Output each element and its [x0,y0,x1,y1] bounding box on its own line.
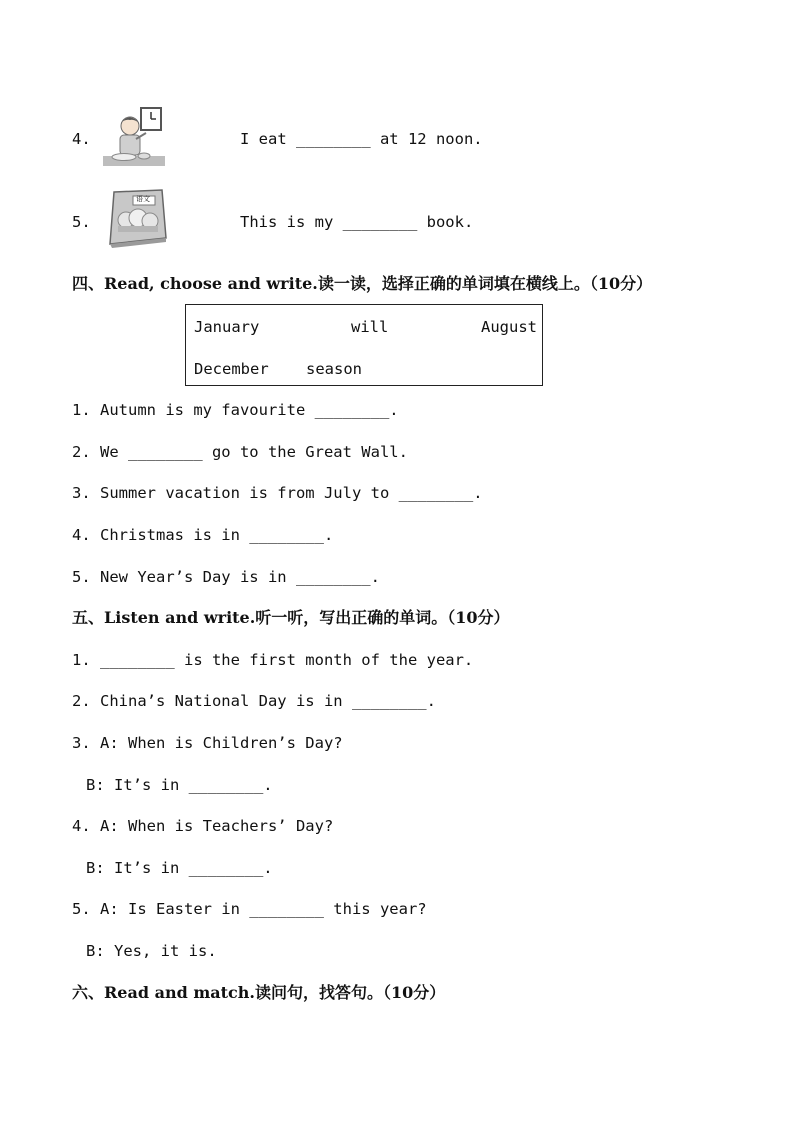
section-5-question: 2. China’s National Day is in ________. [72,692,436,710]
word-bank-will: will [351,318,389,336]
question-5-number: 5. [72,213,91,231]
chinese-book-picture [100,188,170,250]
section-4-question: 1. Autumn is my favourite ________. [72,401,399,419]
section-4-question: 4. Christmas is in ________. [72,526,334,544]
word-bank-december: December [194,360,269,378]
question-4-text: I eat ________ at 12 noon. [240,130,483,148]
word-bank-box [185,304,543,386]
word-bank-january: January [194,318,260,336]
section-5-heading: 五、Listen and write.听一听，写出正确的单词。（10分） [72,608,510,627]
book-cover-label: 语文 [136,195,150,203]
question-5-text: This is my ________ book. [240,213,474,231]
section-4-question: 5. New Year’s Day is in ________. [72,568,380,586]
section-4-heading: 四、Read, choose and write.读一读，选择正确的单词填在横线上。（10分） [72,274,653,293]
question-4-number: 4. [72,130,91,148]
section-5-answer: B: It’s in ________. [86,859,273,877]
section-5-question: 1. ________ is the first month of the year. [72,651,474,669]
section-5-answer: B: Yes, it is. [86,942,217,960]
section-5-answer: B: It’s in ________. [86,776,273,794]
section-5-question: 4. A: When is Teachers’ Day? [72,817,334,835]
section-4-question: 2. We ________ go to the Great Wall. [72,443,408,461]
section-5-question: 3. A: When is Children’s Day? [72,734,343,752]
boy-eating-lunch-picture [100,106,168,170]
section-6-heading: 六、Read and match.读问句，找答句。（10分） [72,983,446,1002]
section-4-question: 3. Summer vacation is from July to ________. [72,484,483,502]
word-bank-season: season [306,360,362,378]
word-bank-august: August [481,318,537,336]
section-5-question: 5. A: Is Easter in ________ this year? [72,900,427,918]
